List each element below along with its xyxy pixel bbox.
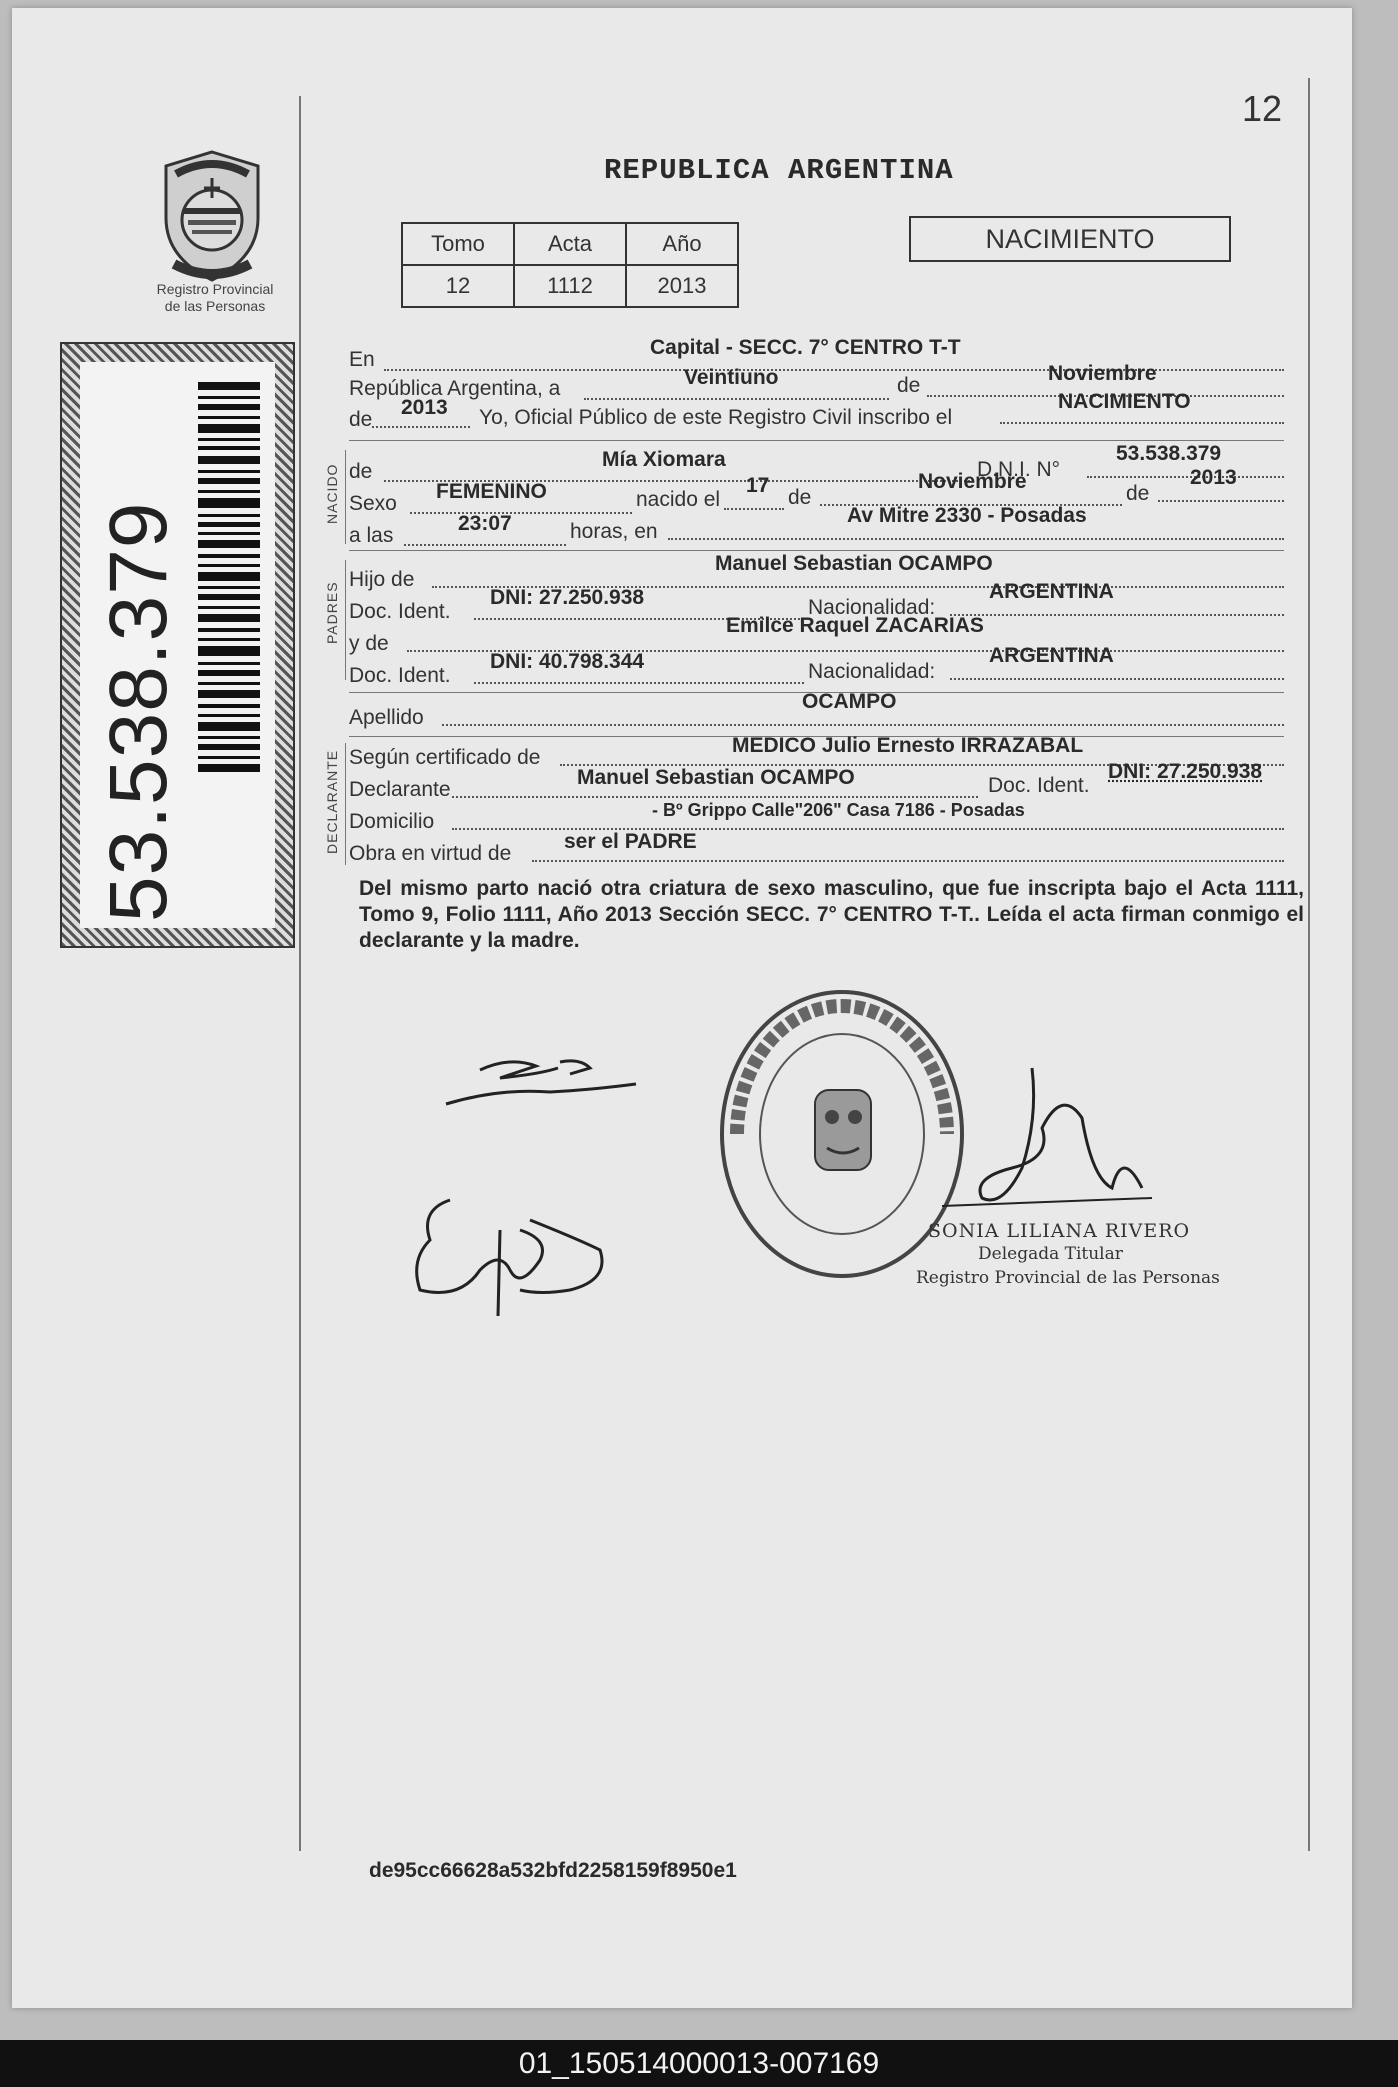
table-value-acta: 1112: [514, 265, 626, 307]
declarante-divider: [345, 743, 346, 865]
table-header-tomo: Tomo: [402, 223, 514, 265]
father-doc-label: Doc. Ident.: [349, 600, 451, 623]
file-id-bar: 01_150514000013-007169: [0, 2040, 1398, 2087]
official-text: Yo, Oficial Público de este Registro Civil inscribo el: [479, 406, 953, 429]
y-de-label: y de: [349, 632, 389, 655]
sexo-dots: [410, 512, 632, 514]
official-name: SONIA LILIANA RIVERO: [928, 1220, 1191, 1242]
birth-year-value: 2013: [1190, 466, 1237, 489]
de-label: de: [897, 374, 921, 397]
multiple-birth-note: Del mismo parto nació otra criatura de sexo masculino, que fue inscripta bajo el Acta 1111, Tomo 9, Folio 1111, Año 2013 Sección SECC. 7° CENTRO T-T.. Leída el acta firman conmigo el declarante y la madre.: [359, 877, 1304, 952]
obra-value: ser el PADRE: [564, 830, 697, 853]
obra-label: Obra en virtud de: [349, 842, 512, 865]
barcode-inner: [80, 362, 275, 928]
nacido-de-label-3: de: [1126, 482, 1150, 505]
document-hash: de95cc66628a532bfd2258159f8950e1: [369, 1859, 737, 1882]
declarante-name-value: Manuel Sebastian OCAMPO: [577, 766, 855, 789]
mother-doc-label: Doc. Ident.: [349, 664, 451, 687]
mother-nationality-label: Nacionalidad:: [808, 660, 936, 683]
birth-certificate-page: [12, 8, 1352, 2008]
declarant-signature-icon: [440, 1048, 640, 1128]
birth-year-dots: [1158, 500, 1284, 502]
time-dots: [404, 544, 566, 546]
mother-signature-icon: [400, 1180, 630, 1320]
day-dots: [584, 398, 889, 400]
official-signature-icon: [942, 1058, 1172, 1238]
inscribo-dots: [1000, 422, 1284, 424]
hijo-de-label: Hijo de: [349, 568, 415, 591]
a-las-label: a las: [349, 524, 394, 547]
en-label: En: [349, 348, 375, 371]
father-nationality-value: ARGENTINA: [989, 580, 1114, 603]
father-nationality-label: Nacionalidad:: [808, 596, 936, 619]
table-header-anio: Año: [626, 223, 738, 265]
month-value: Noviembre: [1048, 362, 1157, 385]
dni-dots: [1087, 476, 1284, 478]
nacido-divider: [345, 450, 346, 544]
mother-name-value: Emilce Raquel ZACARIAS: [726, 614, 984, 637]
horas-en-label: horas, en: [570, 520, 658, 543]
year-value: 2013: [401, 396, 448, 419]
official-office: Registro Provincial de las Personas: [916, 1268, 1220, 1288]
father-nationality-dots: [950, 614, 1284, 616]
republica-label: República Argentina, a: [349, 377, 561, 400]
domicilio-value: - Bº Grippo Calle"206" Casa 7186 - Posadas: [652, 800, 1025, 820]
birth-day-value: 17: [746, 474, 770, 497]
year-dots: [372, 426, 470, 428]
sexo-label: Sexo: [349, 492, 397, 515]
father-name-value: Manuel Sebastian OCAMPO: [715, 552, 993, 575]
birth-month-value: Noviembre: [918, 470, 1027, 493]
barcode-icon: [198, 382, 260, 772]
country-heading: REPUBLICA ARGENTINA: [604, 154, 954, 187]
apellido-dots: [442, 724, 1284, 726]
apellido-label: Apellido: [349, 706, 424, 729]
registry-table: [401, 222, 739, 308]
apellido-value: OCAMPO: [802, 690, 897, 713]
record-type-box: NACIMIENTO: [909, 216, 1231, 262]
declarante-label: Declarante: [349, 778, 451, 801]
certificado-label: Según certificado de: [349, 746, 541, 769]
declarante-doc-label: Doc. Ident.: [988, 774, 1090, 797]
child-dni-value: 53.538.379: [1116, 442, 1222, 465]
mother-nationality-dots: [950, 678, 1284, 680]
act-separator: [349, 440, 1284, 441]
time-value: 23:07: [458, 512, 512, 535]
province-crest-icon: [154, 148, 270, 288]
registry-caption: Registro Provincial de las Personas: [156, 281, 274, 314]
right-margin-line: [1308, 78, 1310, 1851]
obra-dots: [532, 860, 1284, 862]
day-words-value: Veintiuno: [684, 366, 779, 389]
birth-day-dots: [724, 508, 784, 510]
certificado-value: MEDICO Julio Ernesto IRRAZABAL: [732, 734, 1084, 757]
de2-label: de: [349, 408, 373, 431]
dni-barcode-block: [60, 342, 295, 948]
nacido-separator: [349, 550, 1284, 551]
left-margin-line: [299, 96, 301, 1851]
dni-label: D.N.I. N°: [977, 458, 1061, 481]
declarante-dots: [452, 796, 978, 798]
table-value-tomo: 12: [402, 265, 514, 307]
table-value-anio: 2013: [626, 265, 738, 307]
sexo-value: FEMENINO: [436, 480, 547, 503]
inscribo-value: NACIMIENTO: [1058, 390, 1191, 413]
official-title: Delegada Titular: [978, 1244, 1123, 1264]
mother-nationality-value: ARGENTINA: [989, 644, 1114, 667]
padres-divider: [345, 560, 346, 680]
child-name-value: Mía Xiomara: [602, 448, 726, 471]
mother-doc-value: DNI: 40.798.344: [490, 650, 645, 673]
nacido-de-label-2: de: [788, 486, 812, 509]
page-number: 12: [1242, 88, 1283, 129]
section-label-padres: PADRES: [324, 581, 340, 644]
place-value: Av Mitre 2330 - Posadas: [847, 504, 1087, 527]
nacido-el-label: nacido el: [636, 488, 721, 511]
en-value: Capital - SECC. 7° CENTRO T-T: [650, 336, 961, 359]
place-dots: [668, 538, 1284, 540]
father-doc-value: DNI: 27.250.938: [490, 586, 645, 609]
table-header-acta: Acta: [514, 223, 626, 265]
domicilio-label: Domicilio: [349, 810, 435, 833]
section-label-declarante: DECLARANTE: [324, 749, 340, 854]
dni-vertical-number: 53.538.379: [93, 501, 184, 922]
nacido-de-label: de: [349, 460, 373, 483]
mother-doc-dots: [474, 682, 804, 684]
declarante-doc-value: DNI: 27.250.938: [1108, 760, 1263, 783]
section-label-nacido: NACIDO: [324, 463, 340, 524]
